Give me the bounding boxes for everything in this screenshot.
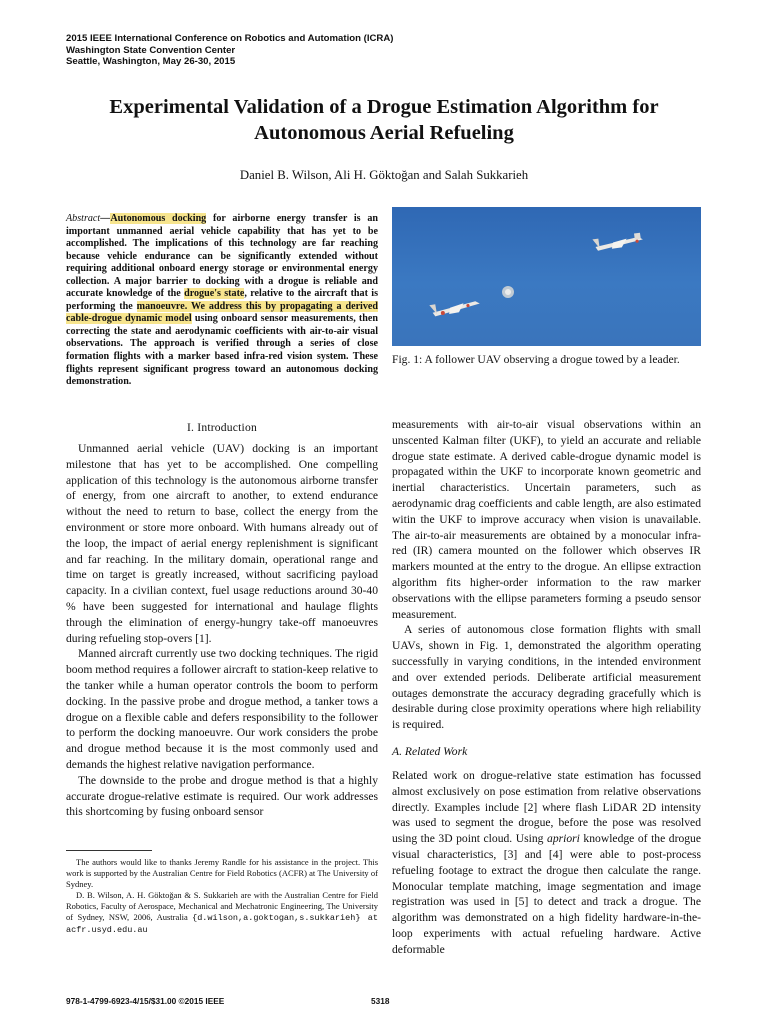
header-line-1: 2015 IEEE International Conference on Robotics and Automation (ICRA)	[66, 33, 394, 44]
intro-paragraph-1: Unmanned aerial vehicle (UAV) docking is an important milestone that has yet to be accomplished. One compelling application of this technology is the autonomous airborne transfer of energy, from one aircraft to another, to extend endurance without the need to return to base, collect the energy from the environment or store more onboard. With humans already out of the loop, the impact of aerial energy replenishment is significant and far reaching. In the military domain, operational range and time on target is greatly increased, without sacrificing payload capacity. In a civilian context, fuel usage reductions around 30-40 % have been suggested for international and haulage flights through the elimination of energy-hungry take-off manoeuvres during refueling stop-overs [1].	[66, 442, 378, 645]
figure-1-photo	[392, 207, 701, 346]
footnote-acknowledgement: The authors would like to thanks Jeremy Randle for his assistance in the project. This work is supported by the Australian Centre for Field Robotics (ACFR) at The University of Sydney.	[66, 857, 378, 889]
leader-uav-icon	[592, 232, 643, 251]
page-number: 5318	[371, 996, 390, 1006]
related-emphasis: apriori	[547, 832, 580, 846]
abstract	[66, 213, 378, 389]
highlight-manoeuvre[interactable]: manoeuvre. We address this by propagating a	[136, 300, 346, 312]
introduction-body	[66, 441, 378, 820]
follower-uav-icon	[429, 297, 480, 318]
abstract-label: Abstract	[66, 213, 101, 224]
author-emails: {d.wilson,a.goktogan,s.sukkarieh} at acfr.usyd.edu.au	[66, 912, 378, 935]
section-introduction-heading: I. Introduction	[187, 421, 257, 434]
paper-title	[0, 95, 768, 146]
related-work-body	[392, 768, 701, 958]
figure-1-caption: Fig. 1: A follower UAV observing a drogue towed by a leader.	[392, 353, 680, 366]
highlight-cable-drogue-model[interactable]: derived cable-drogue dynamic model	[66, 300, 379, 325]
authors: Daniel B. Wilson, Ali H. Göktoğan and Salah Sukkarieh	[239, 168, 529, 182]
abstract-text-1: for airborne energy transfer is an important unmanned aerial vehicle capability that has yet to be accomplished. The implications of this technology are far reaching because vehicle endurance can be significantly extended without requiring additional onboard energy storage or environmental energy collection. A major barrier to docking with a drogue is reliable and accurate knowledge of the	[66, 213, 378, 300]
footnote-divider	[66, 850, 152, 851]
right-paragraph-1: measurements with air-to-air visual observations within an unscented Kalman filter (UKF), to yield an accurate and reliable drogue state estimate. A derived cable-drogue dynamic model is propagated within the UKF to incorporate known geometric and inertial characteristics. Uncertain parameters, such as aerodynamic drag coefficients and cable length, are also estimated witin the UKF to improve accuracy when vision is unavailable. The air-to-air measurements are obtained by a monocular infra-red (IR) camera mounted on the follower which observes IR markers mounted at the entry to the drogue. An ellipse extraction algorithm fits higher-order information to the raw marker observations with the ellipse parameters forming a pseudo sensor measurement.	[392, 418, 701, 621]
header-line-3: Seattle, Washington, May 26-30, 2015	[66, 56, 236, 68]
footnote	[66, 857, 378, 936]
drogue-icon	[502, 286, 514, 298]
highlight-autonomous-docking[interactable]: Autonomous docking	[110, 213, 207, 224]
uav-formation-illustration	[392, 207, 701, 346]
footnote-affiliation: D. B. Wilson, A. H. Göktoğan & S. Sukkarieh are with the Australian Centre for Field Robotics, Faculty of Aerospace, Mechanical and Mechatronic Engineering, The University of Sydney, NSW, 2006, Australia {d.wilson,a.goktogan,s.sukkarieh} at acfr.usyd.edu.au	[66, 889, 378, 935]
isbn-footer: 978-1-4799-6923-4/15/$31.00 ©2015 IEEE	[66, 996, 225, 1006]
right-column-body	[392, 417, 701, 733]
highlight-drogue-state[interactable]: drogue's state	[184, 288, 245, 300]
abstract-dash: —	[100, 213, 111, 224]
title-line-2: Autonomous Aerial Refueling	[254, 121, 514, 144]
title-line-1: Experimental Validation of a Drogue Estimation Algorithm for	[109, 96, 659, 118]
abstract-text-3: using onboard sensor measurements, then correcting the state and aerodynamic coefficients with air-to-air visual observations. The approach is verified through a series of close formation flights with a marker based infra-red vision system. These flights represent significant progress toward an autonomous docking demonstration.	[66, 313, 378, 388]
related-text-1: Related work on drogue-relative state estimation has focussed almost exclusively on pose estimation from relative observations directly. Examples include [2] where flash LiDAR 2D intensity was used to segment the drogue, before the pose was resolved using the 3D point cloud. Using	[392, 769, 701, 846]
intro-paragraph-3: The downside to the probe and drogue method is that a highly accurate drogue-relative estimate is required. Our work addresses this shortcoming by fusing onboard sensor	[66, 773, 378, 819]
intro-paragraph-2: Manned aircraft currently use two docking techniques. The rigid boom method requires a follower aircraft to station-keep relative to the tanker while a human operator controls the boom to perform docking. In the passive probe and drogue method, a tanker tows a drogue on a flexible cable and defers responsibility to the follower to perform the docking manoeuvre. Our work considers the probe and drogue method because it is the most commonly used and demands the highest relative navigation performance.	[66, 647, 378, 771]
right-paragraph-2: A series of autonomous close formation flights with small UAVs, shown in Fig. 1, demonstrated the algorithm operating successfully in varying conditions, in the intended environment and over extended periods. Deliberate artificial measurement outages demonstrate the accuracy degrading gracefully which is desirable during close proximity operations where high reliability is required.	[392, 623, 701, 732]
conference-header	[66, 33, 393, 68]
header-line-2: Washington State Convention Center	[66, 44, 236, 56]
related-text-2: knowledge of the drogue visual characteristics, [3] and [4] were able to post-process refueling footage to extract the drogue then calculate the range. Monocular template matching, image segmentation and image registration was used in [5] to detect and track a drogue. The algorithm was demonstrated on a high fidelity hardware-in-the-loop experiments with actual refueling hardware. Active deformable	[392, 832, 701, 956]
abstract-text-2: , relative to the aircraft that is performing the	[66, 288, 378, 312]
subsection-related-work-heading: A. Related Work	[392, 745, 468, 758]
